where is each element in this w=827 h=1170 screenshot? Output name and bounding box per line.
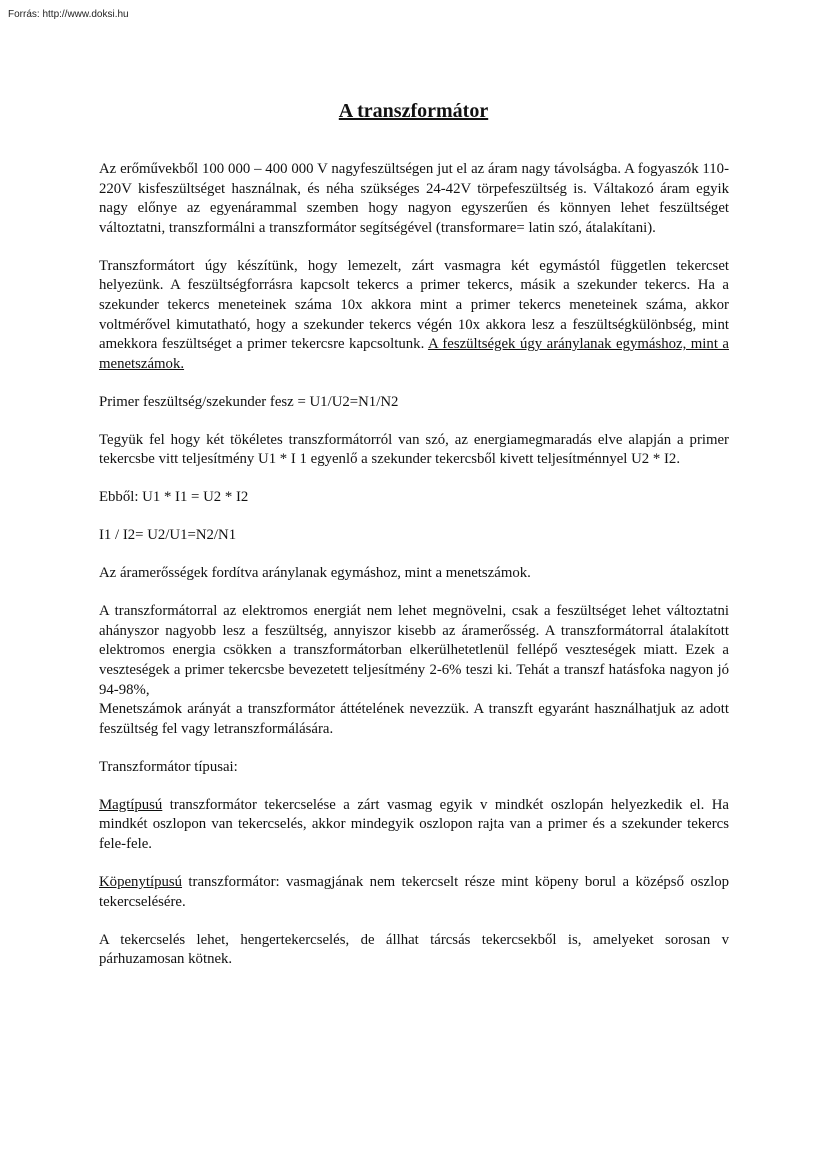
formula-power-equality: Ebből: U1 * I1 = U2 * I2: [99, 489, 249, 506]
paragraph-energy-conservation: Tegyük fel hogy két tökéletes transzformátorról van szó, az energiamegmaradás elve alapján a primer tekercsbe vitt teljesítmény U1 * I 1 egyenlő a szekunder tekercsből kivett teljesítménnyel U2 * I2.: [99, 431, 729, 468]
formula-current-ratio: I1 / I2= U2/U1=N2/N1: [99, 527, 237, 544]
paragraph-construction-text: Transzformátort úgy készítünk, hogy lemezelt, zárt vasmagra két egymástól független tekercset helyezünk. A feszültségforrásra kapcsolt tekercs a primer tekercs, másik a szekunder tekercs. Ha a szekunder tekercs meneteinek száma 10x akkora mint a primer tekercs meneteinek száma, akkor voltmérővel kimutatható, hogy a szekunder tekercs végén 10x akkora lesz a feszültségkülönbség, mint amekkora feszültséget a primer tekercsre kapcsoltunk.: [99, 257, 729, 353]
paragraph-current-ratio: Az áramerősségek fordítva aránylanak egymáshoz, mint a menetszámok.: [99, 565, 531, 582]
formula-voltage-ratio: Primer feszültség/szekunder fesz = U1/U2=N1/N2: [99, 393, 399, 410]
paragraph-intro: Az erőművekből 100 000 – 400 000 V nagyfeszültségen jut el az áram nagy távolságba. A fogyaszók 110-220V kisfeszültséget használnak, és néha szükséges 24-42V törpefeszültség is. Váltakozó áram egyik nagy előnye az egyenárammal szemben hogy nagyon egyszerűen és könnyen lehet feszültséget változtatni, transzformálni a transzformátor segítségével (transformare= latin szó, átalakítani).: [99, 161, 729, 236]
paragraph-efficiency: A transzformátorral az elektromos energiát nem lehet megnövelni, csak a feszültséget lehet változtatni ahányszor nagyobb lesz a feszültség, annyiszor kisebb az áramerősség. A transzformátorral átalakított elektromos energia csökken a transzformátorban elkerülhetetlenül fellépő veszteségek miatt. Ezek a veszteségek a primer tekercsbe bevezetett teljesítmény 2-6% teszi ki. Tehát a transzf hatásfoka nagyon jó 94-98%,: [99, 603, 729, 698]
paragraph-core-type: [99, 796, 729, 855]
paragraph-shell-type: [99, 873, 729, 912]
term-core-type: Magtípusú: [99, 796, 163, 813]
heading-transformer-types: Transzformátor típusai:: [99, 758, 238, 775]
term-shell-type: Köpenytípusú: [99, 873, 183, 890]
paragraph-turns-ratio: Menetszámok arányát a transzformátor áttételének nevezzük. A transzft egyaránt használhatjuk az adott feszültség fel vagy letranszformálására.: [99, 701, 729, 737]
page-title: A transzformátor: [338, 100, 489, 122]
voltage-ratio-statement: A feszültségek úgy aránylanak egymáshoz, mint a menetszámok.: [99, 336, 729, 372]
document-body: [99, 160, 729, 988]
paragraph-construction: [99, 257, 729, 375]
paragraph-winding: A tekercselés lehet, hengertekercselés, de állhat tárcsás tekercsekből is, amelyeket sorosan v párhuzamosan kötnek.: [99, 931, 729, 968]
source-line: Forrás: http://www.doksi.hu: [8, 9, 129, 20]
shell-type-description: transzformátor: vasmagjának nem tekercselt része mint köpeny borul a középső oszlop tekercselésére.: [99, 873, 729, 910]
core-type-description: transzformátor tekercselése a zárt vasmag egyik v mindkét oszlopán helyezkedik el. Ha mindkét oszlopon van tekercselés, akkor mindegyik oszlopon rajta van a primer és a szekunder tekercs fele-fele.: [99, 796, 729, 852]
